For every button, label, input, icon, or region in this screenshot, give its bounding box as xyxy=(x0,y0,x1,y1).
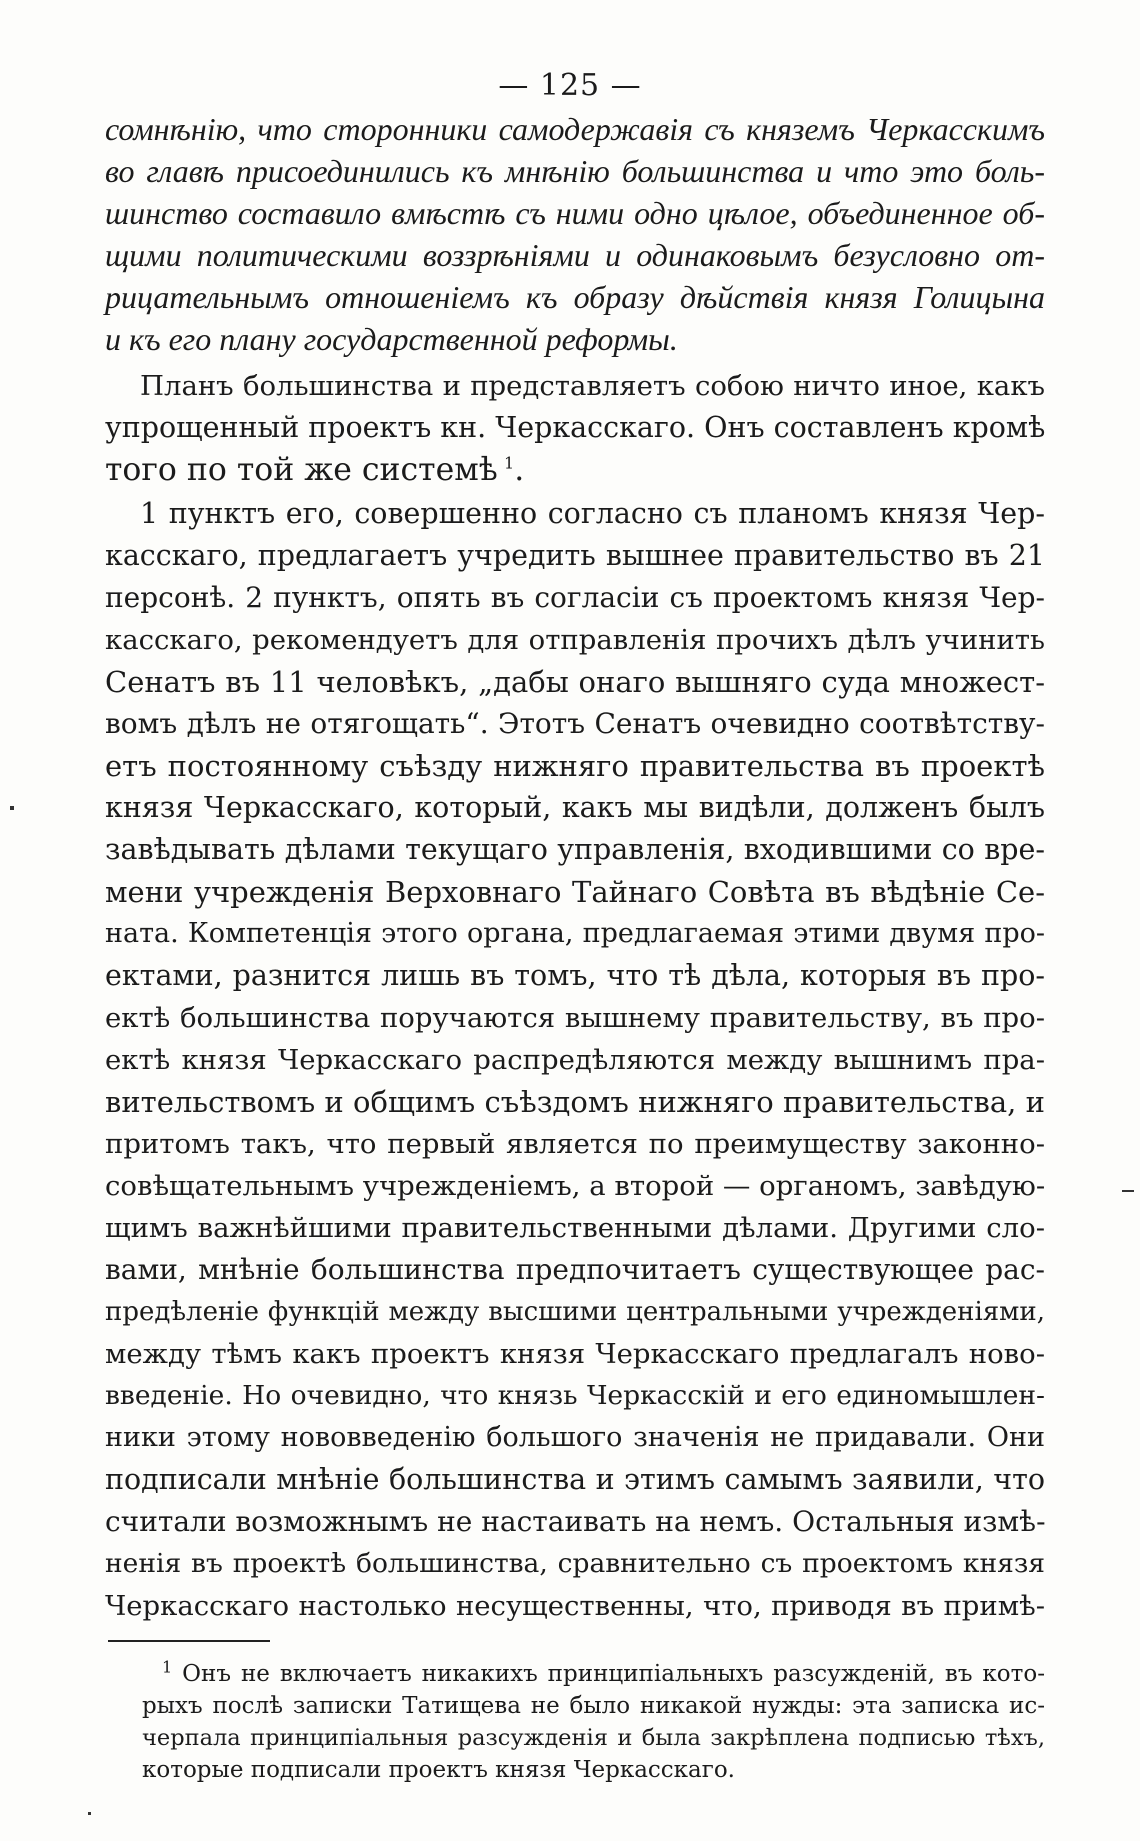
italic-line: щими политическими воззрѣніями и одинаковымъ безусловно от- xyxy=(105,237,1045,273)
footnote-line: рыхъ послѣ записки Татищева не было никакой нужды: эта записка ис- xyxy=(142,1693,1045,1719)
body-line: между тѣмъ какъ проектъ князя Черкасскаго предлагалъ ново- xyxy=(105,1338,1045,1370)
footnote-mark: 1 xyxy=(162,1657,173,1677)
body-line: ната. Компетенція этого органа, предлагаемая этими двумя про- xyxy=(105,918,1045,949)
body-line: ектами, разнится лишь въ томъ, что тѣ дѣла, которыя въ про- xyxy=(105,959,1045,992)
scan-speck xyxy=(10,806,14,810)
body-line: ектѣ большинства поручаются вышнему правительству, въ про- xyxy=(105,1002,1045,1034)
body-line: князя Черкасскаго, который, какъ мы видѣли, долженъ былъ xyxy=(105,791,1045,824)
body-line: вительствомъ и общимъ съѣздомъ нижняго правительства, и xyxy=(105,1085,1045,1119)
scan-speck xyxy=(1122,1190,1134,1192)
italic-line: и къ его плану государственной реформы. xyxy=(105,321,678,357)
footnote-line: черпала принципіальныя разсужденія и была закрѣплена подписью тѣхъ, xyxy=(142,1725,1045,1751)
body-line: притомъ такъ, что первый является по преимуществу законно- xyxy=(105,1128,1045,1160)
body-line: совѣщательнымъ учрежденіемъ, а второй — органомъ, завѣдую- xyxy=(105,1170,1046,1202)
body-line: Планъ большинства и представляетъ собою ничто иное, какъ xyxy=(140,370,1045,402)
body-line: касскаго, рекомендуетъ для отправленія прочихъ дѣлъ учинить xyxy=(105,624,1045,656)
body-line: етъ постоянному съѣзду нижняго правительства въ проектѣ xyxy=(105,749,1045,783)
footnote-rule xyxy=(108,1640,270,1642)
body-line-with-footnote: того по той же системѣ $^1$. xyxy=(105,452,525,488)
footnote-line: которые подписали проектъ князя Черкасскаго. xyxy=(142,1757,735,1783)
italic-line: во главѣ присоединились къ мнѣнію большинства и что это боль- xyxy=(105,153,1045,189)
body-line: Черкасскаго настолько несущественны, что, приводя въ примѣ- xyxy=(105,1590,1045,1622)
body-line: предѣленіе функцій между высшими центральными учрежденіями, xyxy=(105,1297,1045,1327)
italic-line: шинство составило вмѣстѣ съ ними одно цѣлое, объединенное об- xyxy=(105,195,1045,231)
body-line: щимъ важнѣйшими правительственными дѣлами. Другими сло- xyxy=(105,1212,1045,1244)
body-line: персонѣ. 2 пунктъ, опять въ согласіи съ проектомъ князя Чер- xyxy=(105,581,1045,614)
footnote-text: Онъ не включаетъ никакихъ принципіальныхъ разсужденій, въ кото- xyxy=(182,1661,1045,1687)
body-line: вами, мнѣніе большинства предпочитаетъ существующее рас- xyxy=(105,1253,1045,1286)
body-line: ненія въ проектѣ большинства, сравнительно съ проектомъ князя xyxy=(105,1548,1045,1579)
body-line: введеніе. Но очевидно, что князь Черкасскій и его единомышлен- xyxy=(105,1380,1045,1411)
body-line: 1 пунктъ его, совершенно согласно съ планомъ князя Чер- xyxy=(140,497,1045,530)
scan-speck xyxy=(88,1812,91,1815)
body-line: Сенатъ въ 11 человѣкъ, „дабы онаго вышняго суда множест- xyxy=(105,665,1045,699)
body-line: упрощенный проектъ кн. Черкасскаго. Онъ составленъ кромѣ xyxy=(105,411,1046,444)
italic-line: рицательнымъ отношеніемъ къ образу дѣйствія князя Голицына xyxy=(105,279,1045,315)
body-line: подписали мнѣніе большинства и этимъ самымъ заявили, что xyxy=(105,1463,1045,1496)
body-line: считали возможнымъ не настаивать на немъ. Остальныя измѣ- xyxy=(105,1505,1046,1538)
body-line: касскаго, предлагаетъ учредить вышнее правительство въ 21 xyxy=(105,539,1045,572)
body-line: мени учрежденія Верховнаго Тайнаго Совѣта въ вѣдѣніе Се- xyxy=(105,875,1045,909)
body-line: завѣдывать дѣлами текущаго управленія, входившими со вре- xyxy=(105,833,1045,866)
body-line: вомъ дѣлъ не отягощать“. Этотъ Сенатъ очевидно соотвѣтству- xyxy=(105,707,1045,740)
body-line-text: того по той же системѣ xyxy=(105,452,498,488)
page-number: — 125 — xyxy=(498,68,642,103)
italic-line: сомнѣнію, что сторонники самодержавія съ княземъ Черкасскимъ xyxy=(105,111,1045,147)
footnote-reference: 1 xyxy=(504,453,515,473)
body-line: ники этому нововведенію большого значенія не придавали. Они xyxy=(105,1422,1045,1453)
body-line: ектѣ князя Черкасскаго распредѣляются между вышнимъ пра- xyxy=(105,1044,1045,1076)
footnote-line xyxy=(162,1658,1045,1690)
